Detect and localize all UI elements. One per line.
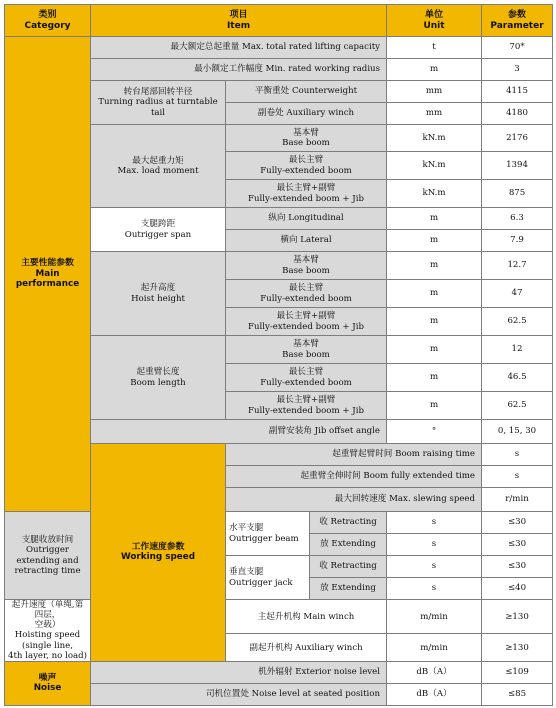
category-main-performance: 主要性能参数 Main performance [5, 37, 91, 512]
min-working-radius-value: 3 [482, 59, 553, 81]
outrigger-time-label: 支腿收放时间 Outrigger extending and retracting time [5, 512, 91, 600]
outrigger-beam-label: 水平支腿 Outrigger beam [226, 512, 310, 556]
table-row [5, 37, 553, 59]
min-working-radius-label: 最小额定工作幅度 Min. rated working radius [91, 59, 387, 81]
beam-extending-unit: s [387, 534, 482, 556]
height-basic-value: 12.7 [482, 252, 553, 280]
height-full-label: 最长主臂 Fully-extended boom [226, 280, 387, 308]
longitudinal-label: 纵向 Longitudinal [226, 208, 387, 230]
length-full-value: 46.5 [482, 364, 553, 392]
main-winch-label: 主起升机构 Main winch [226, 600, 387, 634]
jack-retracting-label: 收 Retracting [310, 556, 387, 578]
boom-raising-unit: s [482, 444, 553, 466]
aux-winch-speed-value: ≥130 [482, 634, 553, 662]
moment-basic-label: 基本臂 Base boom [226, 125, 387, 152]
unit-header: 单位 Unit [387, 5, 482, 37]
moment-jib-unit: kN.m [387, 180, 482, 208]
max-lifting-capacity-label: 最大额定总起重量 Max. total rated lifting capacity [91, 37, 387, 59]
outrigger-jack-label: 垂直支腿 Outrigger jack [226, 556, 310, 600]
height-full-value: 47 [482, 280, 553, 308]
lateral-unit: m [387, 230, 482, 252]
aux-winch-speed-unit: m/min [387, 634, 482, 662]
longitudinal-unit: m [387, 208, 482, 230]
slewing-speed-label: 最大回转速度 Max. slewing speed [226, 488, 482, 512]
jack-extending-unit: s [387, 578, 482, 600]
exterior-noise-value: ≤109 [482, 661, 553, 683]
hoist-height-label: 起升高度 Hoist height [91, 252, 226, 336]
boom-extend-unit: s [482, 466, 553, 488]
slewing-speed-unit: r/min [482, 488, 553, 512]
counterweight-value: 4115 [482, 81, 553, 103]
height-basic-label: 基本臂 Base boom [226, 252, 387, 280]
main-winch-unit: m/min [387, 600, 482, 634]
moment-basic-unit: kN.m [387, 125, 482, 152]
length-full-unit: m [387, 364, 482, 392]
load-moment-label: 最大起重力矩 Max. load moment [91, 125, 226, 208]
jib-offset-value: 0, 15, 30 [482, 420, 553, 444]
beam-retracting-value: ≤30 [482, 512, 553, 534]
min-working-radius-unit: m [387, 59, 482, 81]
exterior-noise-label: 机外辐射 Exterior noise level [91, 661, 387, 683]
lateral-label: 横向 Lateral [226, 230, 387, 252]
length-basic-unit: m [387, 336, 482, 364]
parameter-header: 参数 Parameter [482, 5, 553, 37]
category-noise: 噪声 Noise [5, 661, 91, 705]
moment-jib-value: 875 [482, 180, 553, 208]
seated-noise-label: 司机位置处 Noise level at seated position [91, 683, 387, 705]
moment-basic-value: 2176 [482, 125, 553, 152]
height-basic-unit: m [387, 252, 482, 280]
exterior-noise-unit: dB（A） [387, 661, 482, 683]
lateral-value: 7.9 [482, 230, 553, 252]
item-header: 项目 Item [91, 5, 387, 37]
height-full-unit: m [387, 280, 482, 308]
beam-retracting-unit: s [387, 512, 482, 534]
length-jib-label: 最长主臂+副臂 Fully-extended boom + Jib [226, 392, 387, 420]
length-basic-value: 12 [482, 336, 553, 364]
boom-raising-label: 起重臂起臂时间 Boom raising time [226, 444, 482, 466]
moment-full-label: 最长主臂 Fully-extended boom [226, 152, 387, 180]
outrigger-span-label: 支腿跨距 Outrigger span [91, 208, 226, 252]
main-winch-value: ≥130 [482, 600, 553, 634]
hoisting-speed-label: 起升速度（单绳,第四层， 空载） Hoisting speed (single line, 4th layer, no load) [5, 600, 91, 662]
moment-full-value: 1394 [482, 152, 553, 180]
beam-retracting-label: 收 Retracting [310, 512, 387, 534]
length-basic-label: 基本臂 Base boom [226, 336, 387, 364]
height-jib-value: 62.5 [482, 308, 553, 336]
length-jib-value: 62.5 [482, 392, 553, 420]
aux-winch-speed-label: 副起升机构 Auxiliary winch [226, 634, 387, 662]
height-jib-unit: m [387, 308, 482, 336]
jib-offset-label: 副臂安装角 Jib offset angle [91, 420, 387, 444]
counterweight-unit: mm [387, 81, 482, 103]
length-full-label: 最长主臂 Fully-extended boom [226, 364, 387, 392]
max-lifting-capacity-unit: t [387, 37, 482, 59]
table-row [5, 661, 553, 683]
aux-winch-label: 副卷处 Auxiliary winch [226, 103, 387, 125]
jack-retracting-unit: s [387, 556, 482, 578]
beam-extending-label: 放 Extending [310, 534, 387, 556]
jack-extending-label: 放 Extending [310, 578, 387, 600]
boom-length-label: 起重臂长度 Boom length [91, 336, 226, 420]
category-working-speed: 工作速度参数 Working speed [91, 444, 226, 662]
jib-offset-unit: ° [387, 420, 482, 444]
aux-winch-unit: mm [387, 103, 482, 125]
counterweight-label: 平衡重处 Counterweight [226, 81, 387, 103]
longitudinal-value: 6.3 [482, 208, 553, 230]
jack-extending-value: ≤40 [482, 578, 553, 600]
aux-winch-value: 4180 [482, 103, 553, 125]
category-header: 类别 Category [5, 5, 91, 37]
spec-table [4, 4, 553, 706]
moment-jib-label: 最长主臂+副臂 Fully-extended boom + Jib [226, 180, 387, 208]
max-lifting-capacity-value: 70* [482, 37, 553, 59]
height-jib-label: 最长主臂+副臂 Fully-extended boom + Jib [226, 308, 387, 336]
jack-retracting-value: ≤30 [482, 556, 553, 578]
seated-noise-value: ≤85 [482, 683, 553, 705]
length-jib-unit: m [387, 392, 482, 420]
tail-radius-label: 转台尾部回转半径 Turning radius at turntable tail [91, 81, 226, 125]
table-row [5, 512, 553, 534]
header-row [5, 5, 553, 37]
table-row [5, 600, 553, 634]
boom-extend-label: 起重臂全伸时间 Boom fully extended time [226, 466, 482, 488]
beam-extending-value: ≤30 [482, 534, 553, 556]
moment-full-unit: kN.m [387, 152, 482, 180]
seated-noise-unit: dB（A） [387, 683, 482, 705]
